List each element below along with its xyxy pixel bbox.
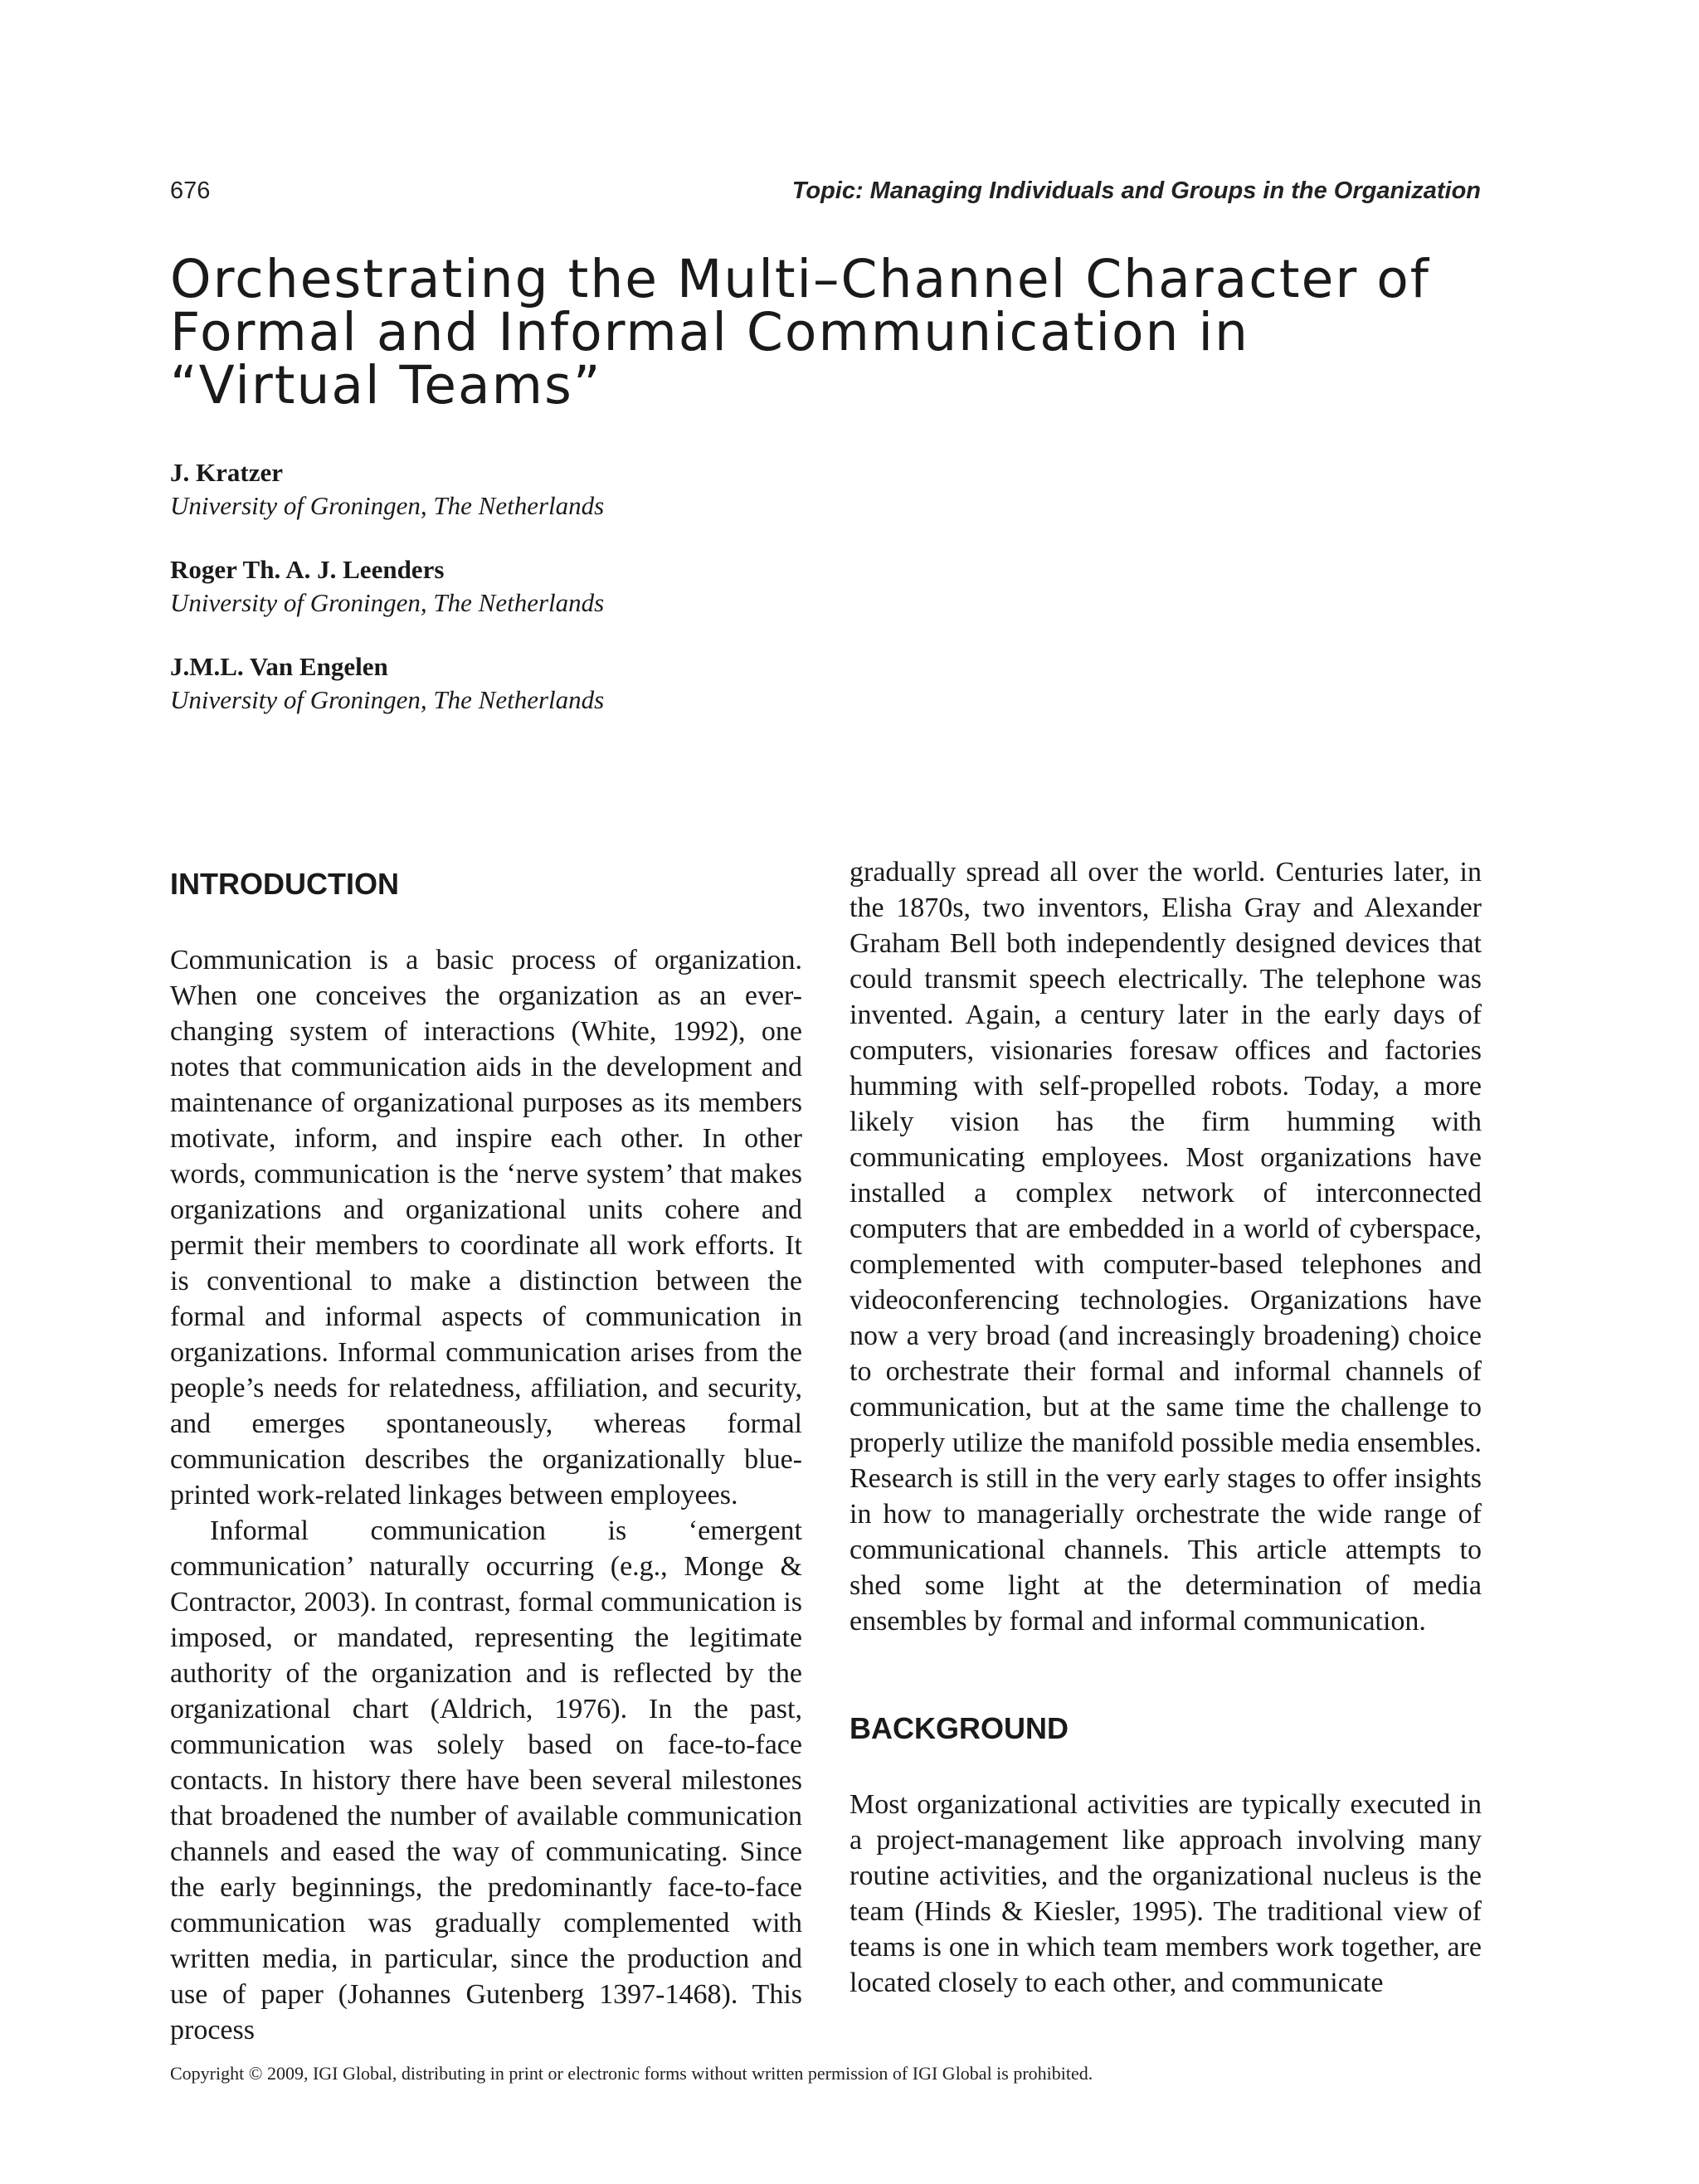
introduction-heading: INTRODUCTION: [170, 867, 399, 901]
author-affiliation: University of Groningen, The Netherlands: [170, 491, 605, 520]
body-paragraph: Informal communication is ‘emergent communication’ naturally occurring (e.g., Monge & Contractor, 2003). In contrast, formal communication is imposed, or mandated, representing the legitimate authority of the organization and is reflected by the organizational chart (Aldrich, 1976). In the past, communication was solely based on face-to-face contacts. In history there have been several milestones that broadened the number of available communication channels and eased the way of communicating. Since the early beginnings, the predominantly face-to-face communication was gradually complemented with written media, in particular, since the production and use of paper (Johannes Gutenberg 1397-1468). This process: [170, 1515, 802, 2045]
author-name: J.M.L. Van Engelen: [170, 652, 388, 681]
running-title: Topic: Managing Individuals and Groups in the Organization: [791, 178, 1481, 204]
title-line: “Virtual Teams”: [170, 355, 602, 416]
author-block: [170, 553, 604, 620]
body-paragraph: Most organizational activities are typically executed in a project-management like approach involving many routine activities, and the organizational nucleus is the team (Hinds & Kiesler, 1995). The traditional view of teams is one in which team members work together, are located closely to each other, and communicate: [850, 1789, 1482, 1998]
author-name: Roger Th. A. J. Leenders: [170, 555, 445, 584]
left-column: [170, 854, 802, 2048]
author-name: J. Kratzer: [170, 458, 283, 487]
author-affiliation: University of Groningen, The Netherlands: [170, 588, 605, 617]
author-block: [170, 456, 604, 523]
title-line: Orchestrating the Multi–Channel Character of: [170, 249, 1430, 309]
article-title: [170, 249, 1531, 416]
background-heading: BACKGROUND: [850, 1711, 1069, 1745]
page-number: 676: [170, 178, 211, 204]
right-column: [850, 854, 1482, 2001]
title-line: Formal and Informal Communication in: [170, 302, 1249, 362]
body-paragraph: Communication is a basic process of organization. When one conceives the organization as an ever-changing system of interactions (White, 1992), one notes that communication aids in the development and maintenance of organizational purposes as its members motivate, inform, and inspire each other. In other words, communication is the ‘nerve system’ that makes organizations and organizational units cohere and permit their members to coordinate all work efforts. It is conventional to make a distinction between the formal and informal aspects of communication in organizations. Informal communication arises from the people’s needs for relatedness, affiliation, and security, and emerges spontaneously, whereas formal communication describes the organizationally blue-printed work-related linkages between employees.: [170, 945, 802, 1510]
author-block: [170, 650, 604, 717]
author-affiliation: University of Groningen, The Netherlands: [170, 685, 605, 714]
body-paragraph: gradually spread all over the world. Centuries later, in the 1870s, two inventors, Elisha Gray and Alexander Graham Bell both independently designed devices that could transmit speech electrically. The telephone was invented. Again, a century later in the early days of computers, visionaries foresaw offices and factories humming with self-propelled robots. Today, a more likely vision has the firm humming with communicating employees. Most organizations have installed a complex network of interconnected computers that are embedded in a world of cyberspace, complemented with computer-based telephones and videoconferencing technologies. Organizations have now a very broad (and increasingly broadening) choice to orchestrate their formal and informal channels of communication, but at the same time the challenge to properly utilize the manifold possible media ensembles. Research is still in the very early stages to offer insights in how to managerially orchestrate the wide range of communicational channels. This article attempts to shed some light at the determination of media ensembles by formal and informal communication.: [850, 857, 1482, 1637]
copyright-footer: Copyright © 2009, IGI Global, distributing in print or electronic forms without written permission of IGI Global is prohibited.: [170, 2063, 1093, 2084]
